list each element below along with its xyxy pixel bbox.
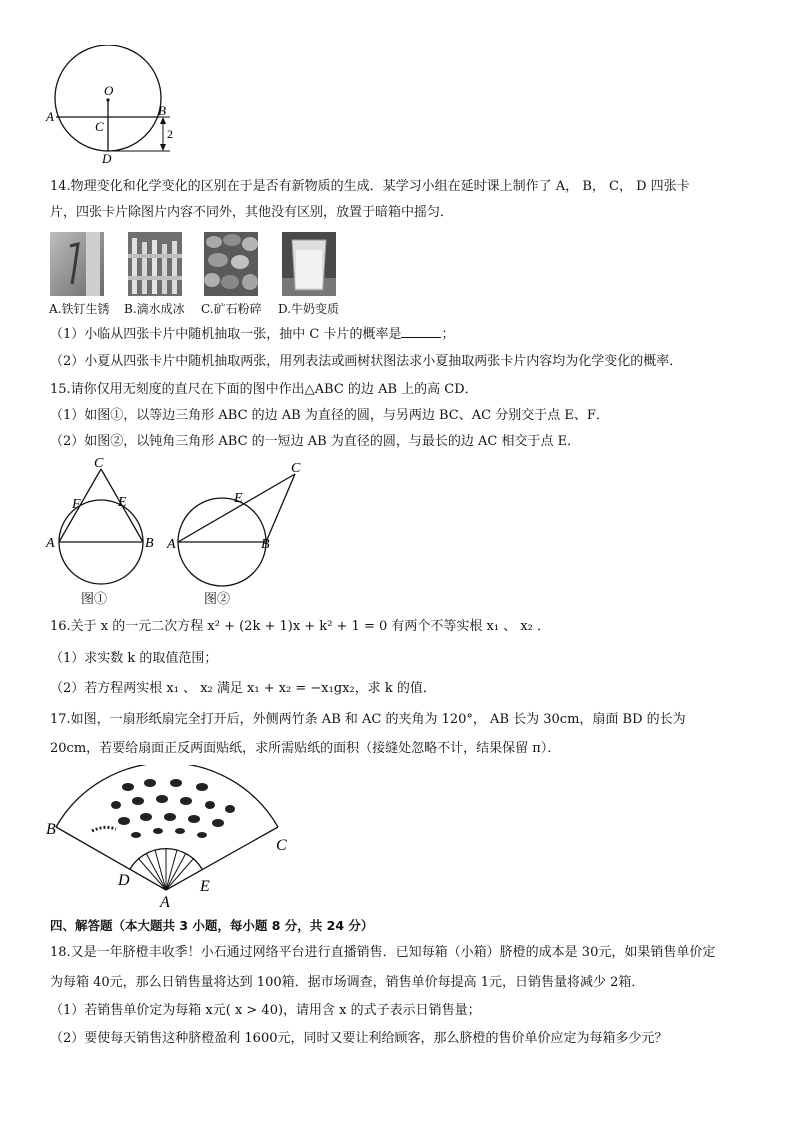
water-freezing-image [128, 232, 182, 296]
fig1-label-b: B [145, 536, 154, 551]
q16-line1: 16.关于 x 的一元二次方程 x² + (2k + 1)x + k² + 1 = 0 有两个不等实根 x₁ 、 x₂ ． [50, 619, 551, 634]
caption-d: D.牛奶变质 [278, 302, 340, 316]
q15-sub1: （1）如图①，以等边三角形 ABC 的边 AB 为直径的圆，与另两边 BC、AC 分别交于点 E、F． [50, 408, 609, 423]
q16-sub1: （1）求实数 k 的取值范围； [50, 651, 218, 666]
figure-1-equilateral [45, 455, 165, 590]
q18-sub2: （2）要使每天销售这种脐橙盈利 1600元，同时又要让利给顾客，那么脐橙的售价单价应定为每箱多少元？ [50, 1031, 668, 1046]
section4-heading: 四、解答题（本大题共 3 小题，每小题 8 分，共 24 分） [50, 918, 374, 933]
label-dim: 2 [167, 127, 173, 141]
q14-sub2: （2）小夏从四张卡片中随机抽取两张，用列表法或画树状图法求小夏抽取两张卡片内容均为化学变化的概率． [50, 354, 683, 369]
q18-sub1: （1）若销售单价定为每箱 x元( x > 40)，请用含 x 的式子表示日销售量； [50, 1003, 481, 1018]
q18-line1: 18.又是一年脐橙丰收季！小石通过网络平台进行直播销售．已知每箱（小箱）脐橙的成本是 30元，如果销售单价定 [50, 945, 716, 960]
fig1-caption: 图① [81, 592, 108, 607]
fig2-caption: 图② [204, 592, 231, 607]
label-a: A [46, 109, 54, 124]
q17-line2: 20cm，若要给扇面正反两面贴纸，求所需贴纸的面积（接缝处忽略不计，结果保留 π）． [50, 741, 561, 756]
q14-line2: 片，四张卡片除图片内容不同外，其他没有区别，放置于暗箱中摇匀． [50, 205, 454, 220]
q15-sub2: （2）如图②，以钝角三角形 ABC 的一短边 AB 为直径的圆，与最长的边 AC 相交于点 E． [50, 434, 581, 449]
fig1-label-a: A [46, 536, 55, 551]
fan-label-a: A [160, 894, 170, 910]
q17-line1: 17.如图，一扇形纸扇完全打开后，外侧两竹条 AB 和 AC 的夹角为 120°， AB 长为 30cm，扇面 BD 的长为 [50, 712, 686, 727]
fig2-label-c: C [291, 461, 301, 476]
caption-a: A.铁钉生锈 [49, 302, 110, 316]
label-d: D [102, 151, 112, 166]
circle-chord-diagram [40, 45, 190, 170]
q16-sub2: （2）若方程两实根 x₁ 、 x₂ 满足 x₁ + x₂ = −x₁gx₂，求 k 的值． [50, 681, 436, 696]
q14-sub1-end: ； [441, 327, 455, 342]
fan-label-e: E [200, 878, 210, 895]
spoiled-milk-image [282, 232, 336, 296]
label-c: C [95, 119, 104, 134]
fan-label-d: D [118, 872, 130, 889]
fig1-label-f: F [72, 497, 81, 512]
fig2-label-e: E [234, 491, 243, 506]
fig1-label-e: E [118, 495, 127, 510]
fan-diagram [40, 765, 300, 910]
fig2-label-b: B [261, 537, 270, 552]
figure-2-obtuse [165, 460, 315, 588]
q14-sub1-text: （1）小临从四张卡片中随机抽取一张，抽中 C 卡片的概率是 [50, 327, 402, 342]
answer-blank [401, 325, 441, 338]
caption-c: C.矿石粉碎 [201, 302, 262, 316]
fig2-label-a: A [167, 537, 176, 552]
label-o: O [104, 83, 114, 98]
ore-crushing-image [204, 232, 258, 296]
label-b: B [158, 103, 166, 118]
caption-b: B.滴水成冰 [124, 302, 185, 316]
q14-sub1 [50, 325, 455, 344]
q18-line2: 为每箱 40元，那么日销售量将达到 100箱．据市场调查，销售单价每提高 1元，日销售量将减少 2箱． [50, 975, 645, 990]
q15-line1: 15.请你仅用无刻度的直尺在下面的图中作出△ABC 的边 AB 上的高 CD． [50, 382, 478, 397]
fan-label-b: B [46, 821, 56, 838]
rusty-nail-image [50, 232, 104, 296]
fan-label-c: C [276, 837, 287, 854]
q14-line1: 14.物理变化和化学变化的区别在于是否有新物质的生成．某学习小组在延时课上制作了 A， B， C， D 四张卡 [50, 179, 690, 194]
fig1-label-c: C [94, 456, 104, 471]
